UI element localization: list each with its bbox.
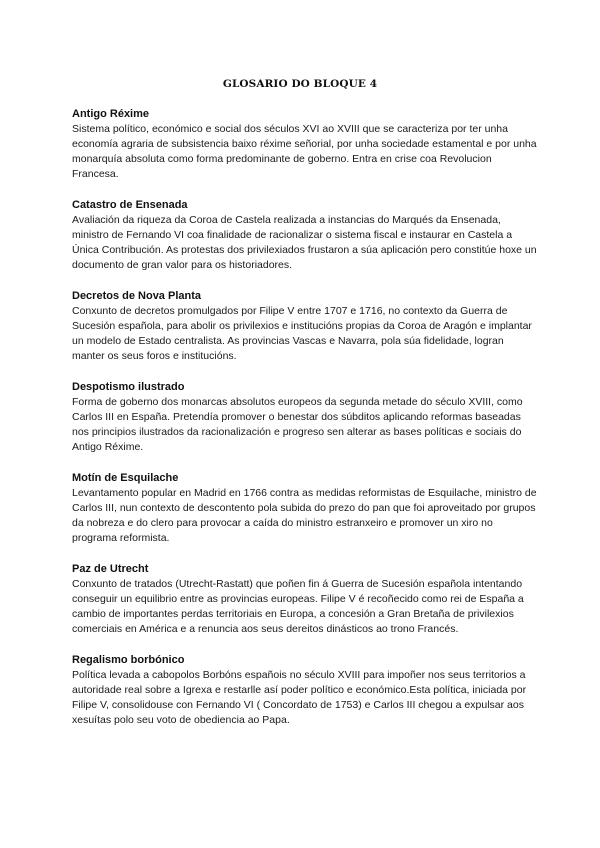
glossary-entry: [72, 380, 538, 455]
glossary-entry: [72, 653, 538, 728]
glossary-definition: Forma de goberno dos monarcas absolutos europeos da segunda metade do século XVIII, como Carlos III en España. Pretendía promover o benestar dos súbditos aplicando reformas baseadas nos principios ilustrados da racionalización e progreso sen alterar as bases políticas e sociais do Antigo Réxime.: [72, 396, 523, 453]
glossary-entry: [72, 289, 538, 364]
glossary-definition: Avaliación da riqueza da Coroa de Castela realizada a instancias do Marqués da Ensenada, ministro de Fernando VI coa finalidade de racionalizar o sistema fiscal e instaurar en Castela a Única Contribución. As protestas dos privilexiados frustaron a súa aplicación pero constitúe hoxe un documento de gran valor para os historiadores.: [72, 214, 537, 271]
glossary-term: Catastro de Ensenada: [72, 199, 188, 211]
glossary-entry: [72, 198, 538, 273]
glossary-entry: [72, 562, 538, 637]
glossary-term: Despotismo ilustrado: [72, 381, 185, 393]
glossary-list: [72, 107, 538, 744]
glossary-term: Antigo Réxime: [72, 108, 150, 120]
glossary-definition: Levantamento popular en Madrid en 1766 contra as medidas reformistas de Esquilache, ministro de Carlos III, nun contexto de descontento pola subida do prezo do pan que foi aproveitado por grupos da nobreza e do clero para provocar a caída do ministro estranxeiro e promover un xiro no programa reformista.: [72, 487, 537, 544]
glossary-term: Motín de Esquilache: [72, 472, 179, 484]
glossary-definition: Política levada a cabopolos Borbóns españois no século XVIII para impoñer nos seus territorios a autoridade real sobre a Igrexa e restarlle así poder político e económico.Esta política, iniciada por Filipe V, consolidouse con Fernando VI ( Concordato de 1753) e Carlos III chegou a expulsar aos xesuítas polo seu voto de obediencia ao Papa.: [72, 669, 527, 726]
glossary-term: Paz de Utrecht: [72, 563, 149, 575]
glossary-term: Regalismo borbónico: [72, 654, 185, 666]
glossary-entry: [72, 107, 538, 182]
glossary-definition: Conxunto de decretos promulgados por Filipe V entre 1707 e 1716, no contexto da Guerra de Sucesión española, para abolir os privilexios e institucións propias da Coroa de Aragón e implantar un modelo de Estado centralista. As provincias Vascas e Navarra, pola súa fidelidade, logran manter os seus foros e institucións.: [72, 305, 532, 362]
glossary-definition: Sistema político, económico e social dos séculos XVI ao XVIII que se caracteriza por ter unha economía agraria de subsistencia baixo réxime señorial, por unha sociedade estamental e por unha monarquía absoluta como forma predominante de goberno. Entra en crise coa Revolucion Francesa.: [72, 123, 537, 180]
glossary-entry: [72, 471, 538, 546]
glossary-definition: Conxunto de tratados (Utrecht-Rastatt) que poñen fin á Guerra de Sucesión española intentando conseguir un equilibrio entre as provincias europeas. Filipe V é recoñecido como rei de España a cambio de importantes perdas territoriais en Europa, a concesión a Gran Bretaña de privilexios comerciais en América e a renuncia aos seus dereitos dinásticos ao trono Francés.: [72, 578, 524, 635]
page-title: GLOSARIO DO BLOQUE 4: [222, 78, 378, 90]
glossary-term: Decretos de Nova Planta: [72, 290, 201, 302]
